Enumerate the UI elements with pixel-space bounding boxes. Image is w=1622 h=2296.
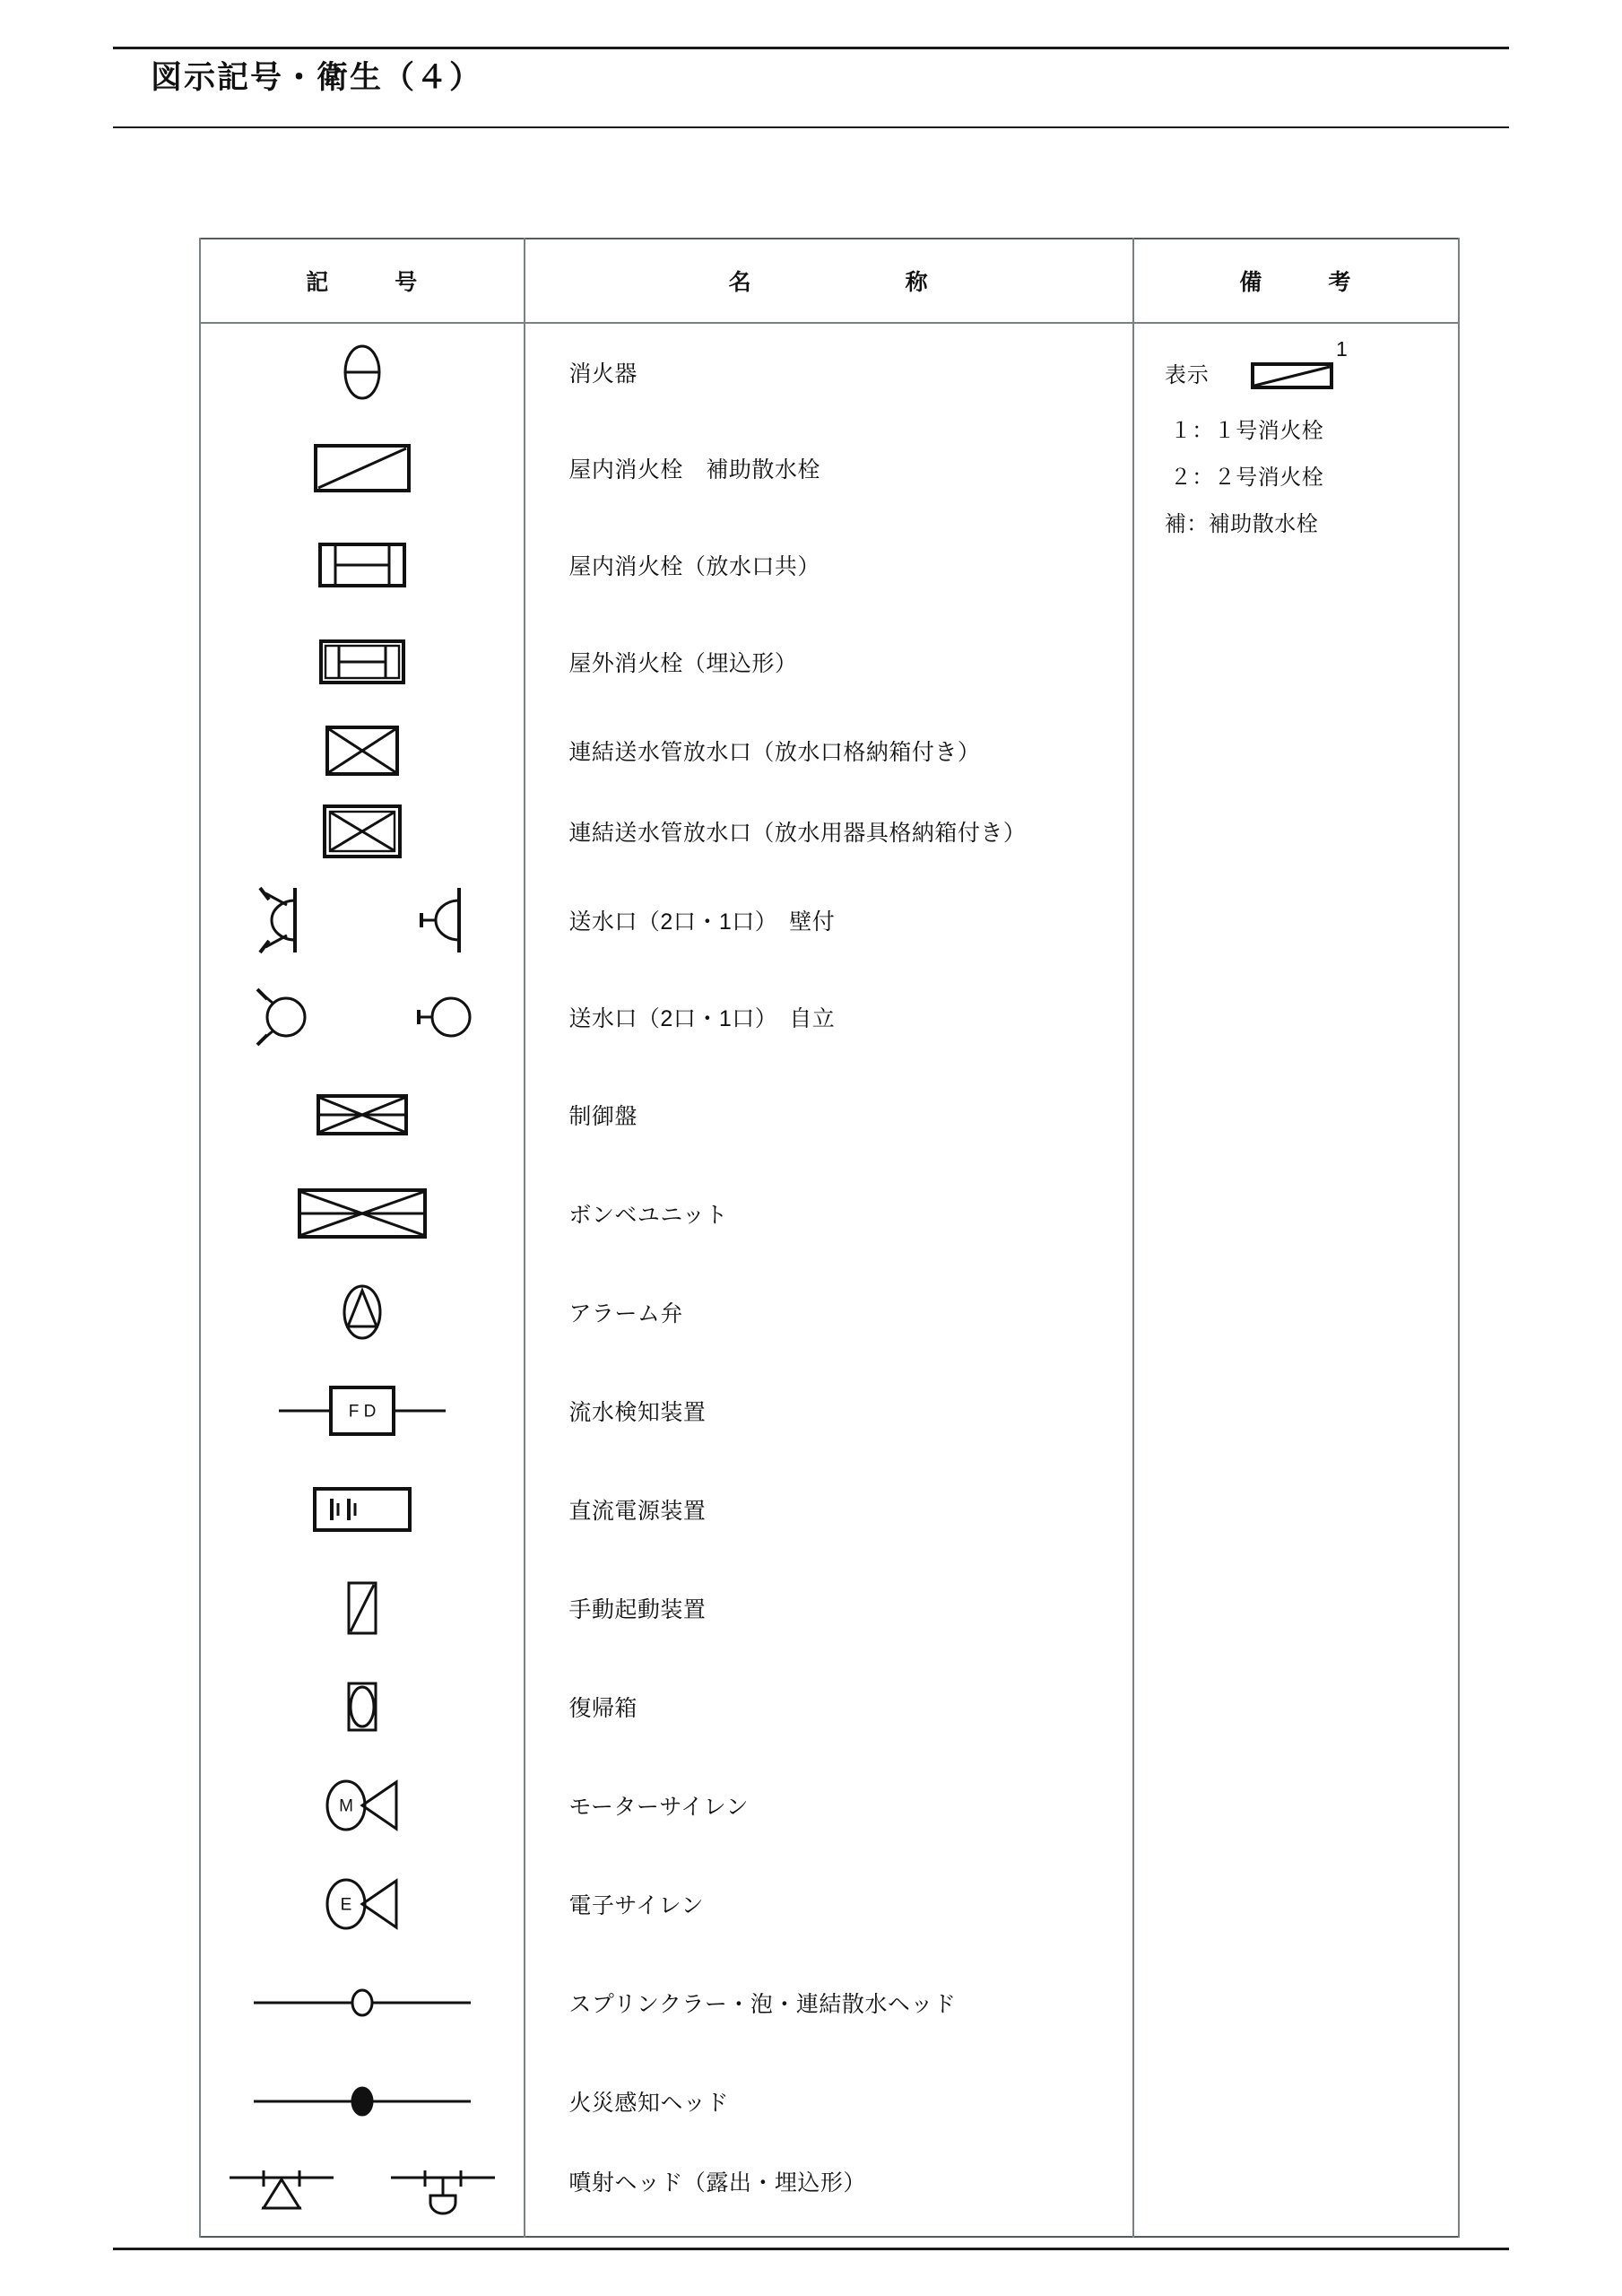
symbol-cell — [200, 710, 525, 791]
column-header-name-right: 称 — [905, 270, 930, 295]
indoor-hydrant-outlet-box-symbol — [317, 542, 407, 588]
hydrant-diagonal-box-symbol — [1251, 361, 1333, 391]
symbol-cell — [200, 1065, 525, 1164]
reset-box-symbol — [341, 1679, 384, 1735]
column-header-symbol-left: 記 — [306, 270, 331, 295]
motor-siren-symbol — [321, 1777, 403, 1834]
symbol-name-cell: 屋外消火栓（埋込形） — [525, 613, 1132, 710]
title-underline-rule — [113, 126, 1509, 128]
symbol-cell — [200, 872, 525, 969]
column-header-note-right: 考 — [1328, 270, 1353, 295]
water-inlet-free-standing-symbol — [252, 984, 311, 1050]
water-inlet-wall-mounted-symbol — [253, 884, 310, 956]
symbol-name-cell: 噴射ヘッド（露出・埋込形） — [525, 2151, 1132, 2237]
table-row — [200, 323, 1459, 420]
symbol-name-cell: 直流電源装置 — [525, 1460, 1132, 1559]
flow-detector-label: F D — [348, 1402, 377, 1422]
symbol-name-cell: 屋内消火栓 補助散水栓 — [525, 420, 1132, 517]
symbol-cell — [200, 1460, 525, 1559]
symbol-cell — [200, 517, 525, 613]
symbol-name-cell: 制御盤 — [525, 1065, 1132, 1164]
fire-detector-head-filled-symbol — [252, 2085, 473, 2118]
column-header-note-left: 備 — [1239, 270, 1264, 295]
remarks-symbol-wrapper — [1251, 337, 1348, 391]
symbol-cell — [200, 1953, 525, 2052]
manual-starter-symbol — [341, 1579, 384, 1637]
symbol-name-cell: 火災感知ヘッド — [525, 2052, 1132, 2151]
outdoor-hydrant-embedded-box-symbol — [317, 638, 407, 686]
page-bottom-rule — [113, 2248, 1509, 2250]
symbol-name-cell: 手動起動装置 — [525, 1559, 1132, 1657]
electronic-siren-letter: E — [340, 1895, 352, 1915]
water-inlet-wall-mounted-single-symbol — [414, 884, 472, 956]
spray-head-exposed-symbol — [228, 2167, 335, 2215]
symbol-name-cell: 送水口（2口・1口） 自立 — [525, 969, 1132, 1065]
sprinkler-head-open-circle-symbol — [252, 1987, 473, 2019]
symbol-name-cell: 連結送水管放水口（放水口格納箱付き） — [525, 710, 1132, 791]
symbol-slot-embedded — [362, 2167, 524, 2215]
symbol-cell — [200, 1263, 525, 1361]
symbol-name-cell: 消火器 — [525, 323, 1132, 420]
symbol-cell — [200, 1756, 525, 1855]
symbol-cell — [200, 791, 525, 872]
symbol-cell — [200, 1164, 525, 1263]
symbol-name-cell: 電子サイレン — [525, 1855, 1132, 1953]
remarks-line: 補：補助散水栓 — [1164, 512, 1319, 536]
symbol-cell — [200, 420, 525, 517]
indoor-hydrant-diagonal-box-symbol — [313, 443, 412, 493]
connection-pipe-outlet-double-box-symbol — [322, 804, 403, 859]
symbol-cell — [200, 1361, 525, 1460]
fire-extinguisher-symbol — [335, 339, 389, 405]
control-panel-symbol — [316, 1093, 409, 1136]
symbol-name-cell: 送水口（2口・1口） 壁付 — [525, 872, 1132, 969]
electronic-siren-symbol — [321, 1875, 403, 1933]
symbol-cell — [200, 2151, 525, 2237]
symbol-slot-one-port — [362, 984, 524, 1050]
column-header-name-left: 名 — [728, 270, 753, 295]
symbol-slot-two-port — [201, 884, 362, 956]
column-header-symbol-right: 号 — [395, 270, 420, 295]
column-header-name — [525, 239, 1132, 323]
symbol-cell — [200, 323, 525, 420]
symbol-name-cell: ボンベユニット — [525, 1164, 1132, 1263]
symbol-cell — [200, 1559, 525, 1657]
symbol-cell — [200, 969, 525, 1065]
cylinder-unit-symbol — [297, 1187, 428, 1239]
symbol-slot-one-port — [362, 884, 524, 956]
column-header-symbol — [200, 239, 525, 323]
remarks-cell — [1133, 323, 1459, 2237]
column-header-note — [1133, 239, 1459, 323]
remarks-superscript: 1 — [1336, 337, 1348, 361]
symbol-name-cell: 連結送水管放水口（放水用器具格納箱付き） — [525, 791, 1132, 872]
symbol-slot-two-port — [201, 984, 362, 1050]
remarks-display-label: 表示 — [1164, 363, 1210, 387]
remarks-line: ２：２号消火栓 — [1169, 465, 1324, 490]
remarks-line: １：１号消火栓 — [1169, 419, 1324, 443]
connection-pipe-outlet-x-box-symbol — [325, 725, 400, 777]
symbol-name-cell: モーターサイレン — [525, 1756, 1132, 1855]
remarks-display-row — [1164, 337, 1458, 394]
flow-detector-fd-symbol — [277, 1382, 447, 1439]
spray-head-embedded-symbol — [389, 2167, 497, 2215]
page-title: 図示記号・衛生（４） — [151, 60, 483, 95]
symbol-name-cell: 復帰箱 — [525, 1657, 1132, 1756]
symbol-cell — [200, 2052, 525, 2151]
symbol-name-cell: アラーム弁 — [525, 1263, 1132, 1361]
symbol-slot-exposed — [201, 2167, 362, 2215]
symbol-name-cell: 屋内消火栓（放水口共） — [525, 517, 1132, 613]
symbol-name-cell: スプリンクラー・泡・連結散水ヘッド — [525, 1953, 1132, 2052]
motor-siren-letter: M — [339, 1796, 354, 1816]
page-top-rule — [113, 47, 1509, 49]
water-inlet-free-standing-single-symbol — [413, 984, 473, 1050]
alarm-valve-symbol — [335, 1279, 389, 1345]
dc-power-supply-symbol — [312, 1486, 412, 1533]
symbol-legend-table — [199, 238, 1460, 2238]
symbol-cell — [200, 1657, 525, 1756]
symbol-cell — [200, 613, 525, 710]
table-header-row — [200, 239, 1459, 323]
symbol-cell — [200, 1855, 525, 1953]
symbol-name-cell: 流水検知装置 — [525, 1361, 1132, 1460]
